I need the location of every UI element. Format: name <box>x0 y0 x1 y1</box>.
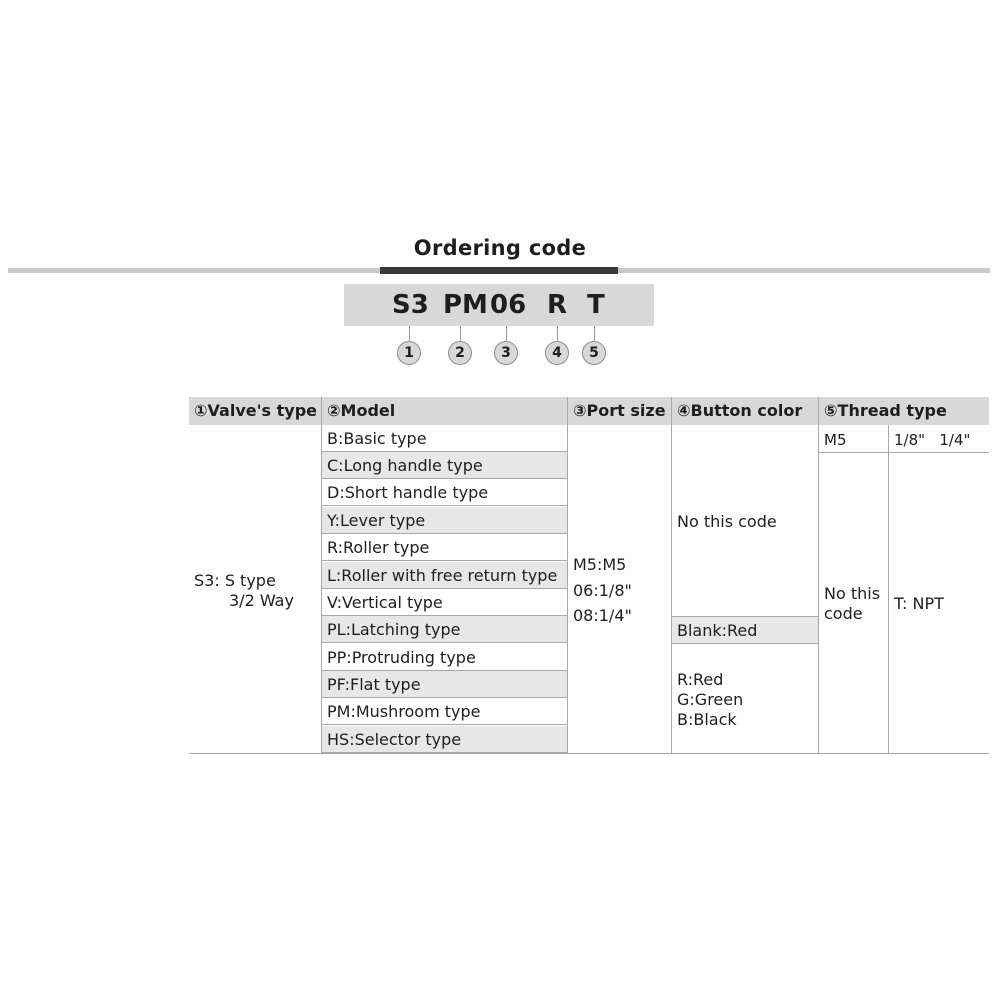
model-row: PL:Latching type <box>322 616 567 643</box>
grid-line <box>818 397 819 753</box>
header-model: ②Model <box>322 397 567 425</box>
button-color-option: R:Red <box>677 670 724 689</box>
model-row: PM:Mushroom type <box>322 698 567 725</box>
model-row: B:Basic type <box>322 425 567 452</box>
code-segment-thread-type: T <box>587 290 605 320</box>
leader-line <box>594 326 595 341</box>
port-size-option: 08:1/4" <box>573 606 632 625</box>
thread-sizes: 1/8" 1/4" <box>894 431 971 449</box>
model-row: PP:Protruding type <box>322 644 567 671</box>
button-color-option: G:Green <box>677 690 744 709</box>
thread-no-code-line1: No this <box>824 584 881 603</box>
thread-npt: T: NPT <box>894 594 944 613</box>
leader-line <box>460 326 461 341</box>
header-thread-type: ⑤Thread type <box>819 397 989 425</box>
code-number-4: 4 <box>545 341 569 365</box>
title-divider-accent <box>380 267 618 274</box>
page-title: Ordering code <box>413 236 587 260</box>
model-row: V:Vertical type <box>322 589 567 616</box>
grid-line <box>672 643 818 644</box>
code-segment-port-size: 06 <box>490 290 527 320</box>
model-row: D:Short handle type <box>322 479 567 506</box>
header-port-size: ③Port size <box>568 397 671 425</box>
grid-line <box>672 616 818 617</box>
grid-line <box>321 397 322 753</box>
valve-type-code: S3: S type <box>194 571 276 590</box>
grid-line <box>567 397 568 753</box>
port-size-option: M5:M5 <box>573 555 627 574</box>
leader-line <box>409 326 410 341</box>
grid-line <box>189 753 989 754</box>
button-color-option: B:Black <box>677 710 737 729</box>
valve-type-description: 3/2 Way <box>229 591 294 610</box>
model-row: C:Long handle type <box>322 452 567 479</box>
button-color-no-code: No this code <box>677 512 777 531</box>
leader-line <box>557 326 558 341</box>
button-color-blank: Blank:Red <box>677 621 758 640</box>
header-button-color: ④Button color <box>672 397 818 425</box>
thread-no-code-line2: code <box>824 604 863 623</box>
model-row: HS:Selector type <box>322 726 567 753</box>
thread-m5: M5 <box>824 431 847 449</box>
grid-line <box>819 452 989 453</box>
port-size-option: 06:1/8" <box>573 581 632 600</box>
code-number-1: 1 <box>397 341 421 365</box>
code-number-2: 2 <box>448 341 472 365</box>
model-row: Y:Lever type <box>322 507 567 534</box>
code-number-5: 5 <box>582 341 606 365</box>
header-valve-type: ①Valve's type <box>189 397 321 425</box>
code-segment-button-color: R <box>547 290 568 320</box>
code-segment-valve-type: S3 <box>392 290 429 320</box>
model-row: L:Roller with free return type <box>322 562 567 589</box>
grid-line <box>671 397 672 753</box>
model-row: R:Roller type <box>322 534 567 561</box>
leader-line <box>506 326 507 341</box>
grid-line <box>888 425 889 753</box>
code-segment-model: PM <box>443 290 488 320</box>
code-number-3: 3 <box>494 341 518 365</box>
model-row: PF:Flat type <box>322 671 567 698</box>
